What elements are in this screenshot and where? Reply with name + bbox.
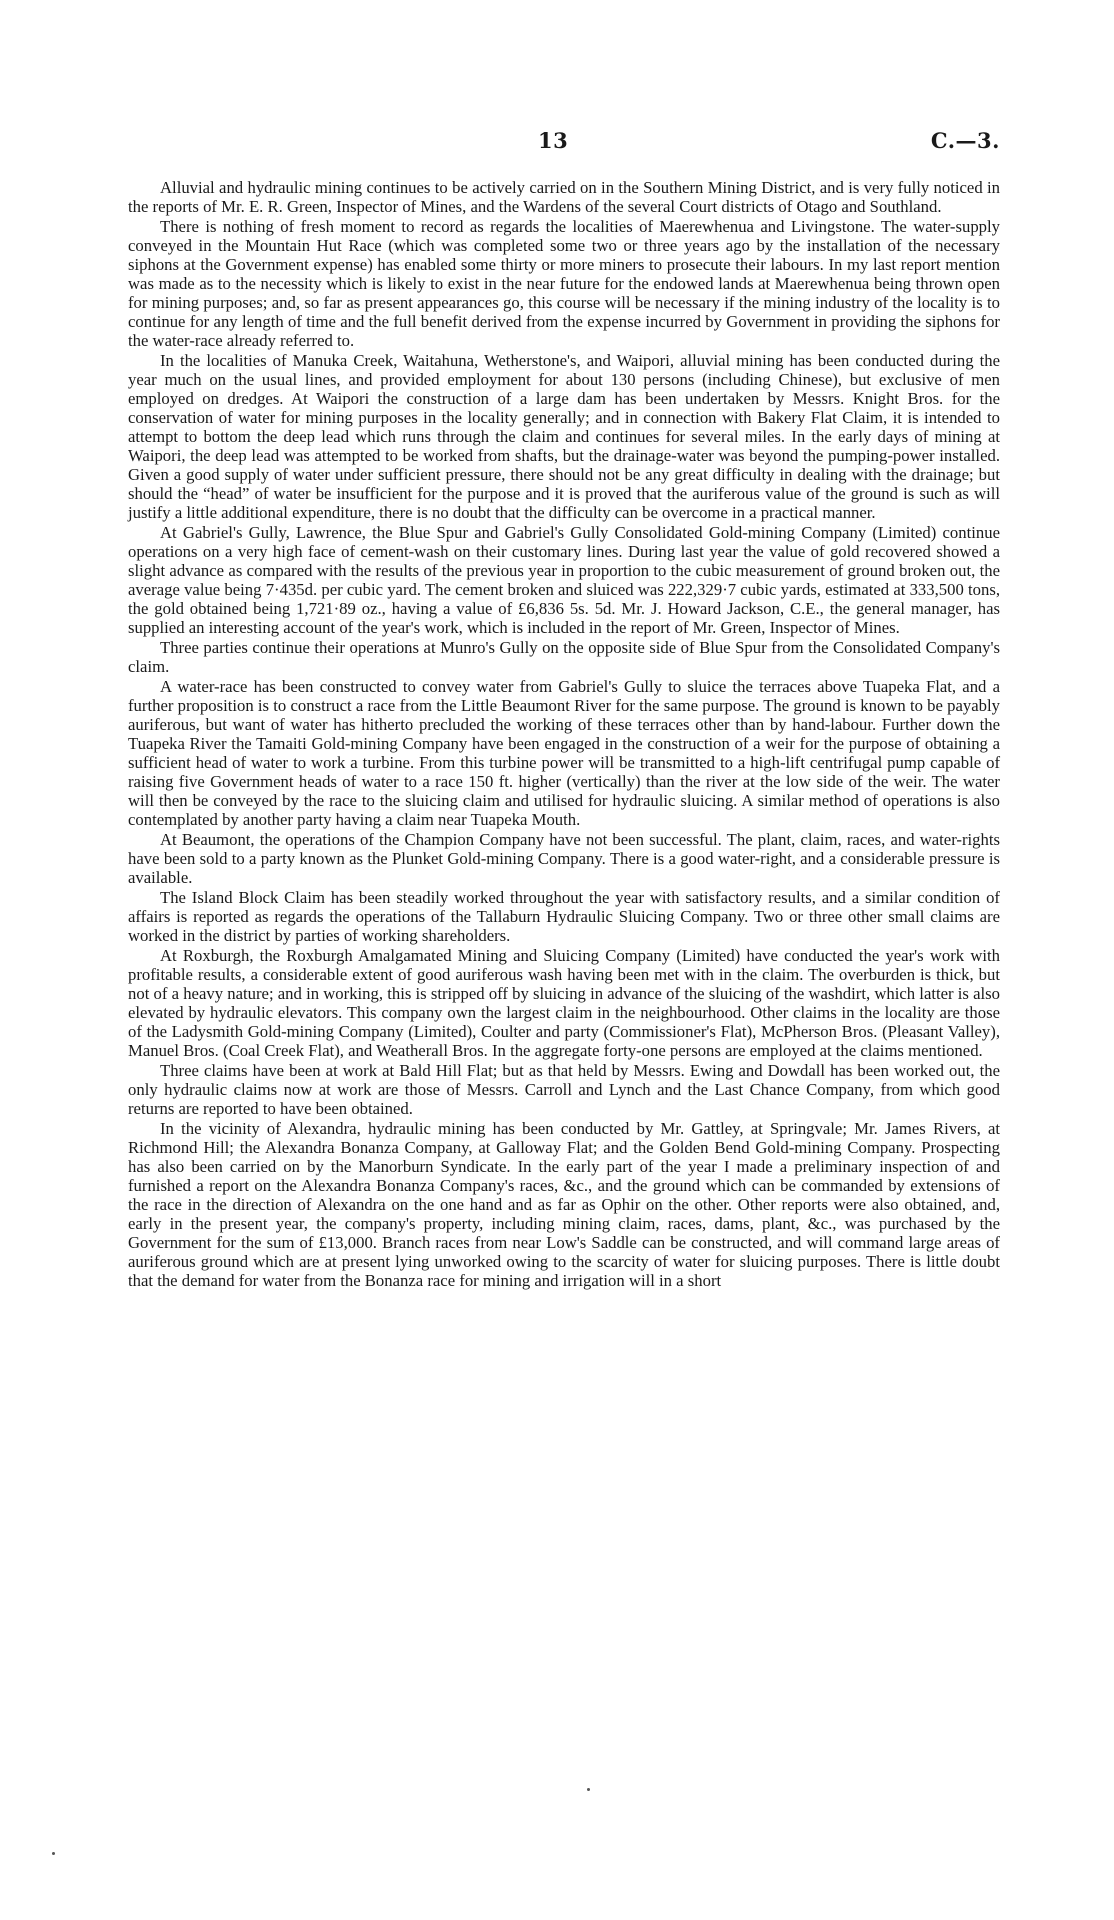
report-body <box>128 178 1000 1291</box>
paragraph-gabriels-gully: At Gabriel's Gully, Lawrence, the Blue Spur and Gabriel's Gully Consolidated Gold-mining Company (Limited) continue operations on a very high face of cement-wash on their customary lines. During last year the value of gold recovered showed a slight advance as compared with the results of the previous year in proportion to the cubic measurement of ground broken out, the average value being 7·435d. per cubic yard. The cement broken and sluiced was 222,329·7 cubic yards, estimated at 333,500 tons, the gold obtained being 1,721·89 oz., having a value of £6,836 5s. 5d. Mr. J. Howard Jackson, C.E., the general manager, has supplied an interesting account of the year's work, which is included in the report of Mr. Green, Inspector of Mines. <box>128 523 1000 637</box>
scan-speck <box>52 1852 55 1855</box>
paragraph-maerewhenua: There is nothing of fresh moment to record as regards the localities of Maerewhenua and Livingstone. The water-supply conveyed in the Mountain Hut Race (which was completed some two or three years ago by the installation of the necessary siphons at the Government expense) has enabled some thirty or more miners to prosecute their labours. In my last report mention was made as to the necessity which is likely to exist in the near future for the endowed lands at Maerewhenua being thrown open for mining purposes; and, so far as present appearances go, this course will be necessary if the mining industry of the locality is to continue for any length of time and the full benefit derived from the expense incurred by Government in providing the siphons for the water-race already referred to. <box>128 217 1000 350</box>
paragraph-beaumont: At Beaumont, the operations of the Champion Company have not been successful. The plant, claim, races, and water-rights have been sold to a party known as the Plunket Gold-mining Company. There is a good water-right, and a considerable pressure is available. <box>128 830 1000 887</box>
paragraph-southern-district: Alluvial and hydraulic mining continues to be actively carried on in the Southern Mining District, and is very fully noticed in the reports of Mr. E. R. Green, Inspector of Mines, and the Wardens of the several Court districts of Otago and Southland. <box>128 178 1000 216</box>
paragraph-alexandra: In the vicinity of Alexandra, hydraulic mining has been conducted by Mr. Gattley, at Springvale; Mr. James Rivers, at Richmond Hill; the Alexandra Bonanza Company, at Galloway Flat; and the Golden Bend Gold-mining Company. Prospecting has also been carried on by the Manorburn Syndicate. In the early part of the year I made a preliminary inspection of and furnished a report on the Alexandra Bonanza Company's races, &c., and the ground which can be commanded by extensions of the race in the direction of Alexandra on the one hand and as far as Ophir on the other. Other reports were also obtained, and, early in the present year, the company's property, including mining claim, races, dams, plant, &c., was purchased by the Government for the sum of £13,000. Branch races from near Low's Saddle can be constructed, and will command large areas of auriferous ground which are at present lying unworked owing to the scarcity of water for sluicing purposes. There is little doubt that the demand for water from the Bonanza race for mining and irrigation will in a short <box>128 1119 1000 1290</box>
page-number: 13 <box>538 128 569 153</box>
paragraph-waipori: In the localities of Manuka Creek, Waitahuna, Wetherstone's, and Waipori, alluvial mining has been conducted during the year much on the usual lines, and provided employment for about 130 persons (including Chinese), but exclusive of men employed on dredges. At Waipori the construction of a large dam has been undertaken by Messrs. Knight Bros. for the conservation of water for mining purposes in the locality generally; and in connection with Bakery Flat Claim, it is intended to attempt to bottom the deep lead which runs through the claim and continues for several miles. In the early days of mining at Waipori, the deep lead was attempted to be worked from shafts, but the drainage-water was beyond the pumping-power installed. Given a good supply of water under sufficient pressure, there should not be any great difficulty in dealing with the drainage; but should the “head” of water be insufficient for the purpose and it is proved that the auriferous value of the ground is such as will justify a little additional expenditure, there is no doubt that the difficulty can be overcome in a practical manner. <box>128 351 1000 522</box>
paragraph-munros-gully: Three parties continue their operations at Munro's Gully on the opposite side of Blue Spur from the Consolidated Company's claim. <box>128 638 1000 676</box>
scan-speck <box>587 1788 590 1791</box>
paragraph-island-block: The Island Block Claim has been steadily worked throughout the year with satisfactory results, and a similar condition of affairs is reported as regards the operations of the Tallaburn Hydraulic Sluicing Company. Two or three other small claims are worked in the district by parties of working shareholders. <box>128 888 1000 945</box>
page-header <box>128 128 1000 158</box>
paragraph-roxburgh: At Roxburgh, the Roxburgh Amalgamated Mining and Sluicing Company (Limited) have conducted the year's work with profitable results, a considerable extent of good auriferous wash having been met with in the claim. The overburden is thick, but not of a heavy nature; and in working, this is stripped off by sluicing in advance of the sluicing of the washdirt, which latter is also elevated by hydraulic elevators. This company own the largest claim in the neighbourhood. Other claims in the locality are those of the Ladysmith Gold-mining Company (Limited), Coulter and party (Commissioner's Flat), McPherson Bros. (Pleasant Valley), Manuel Bros. (Coal Creek Flat), and Weatherall Bros. In the aggregate forty-one persons are employed at the claims mentioned. <box>128 946 1000 1060</box>
document-reference: C.—3. <box>930 128 1000 153</box>
paragraph-tuapeka: A water-race has been constructed to convey water from Gabriel's Gully to sluice the terraces above Tuapeka Flat, and a further proposition is to construct a race from the Little Beaumont River for the same purpose. The ground is known to be payably auriferous, but want of water has hitherto precluded the working of these terraces other than by hand-labour. Further down the Tuapeka River the Tamaiti Gold-mining Company have been engaged in the construction of a weir for the purpose of obtaining a sufficient head of water to work a turbine. From this turbine power will be transmitted to a high-lift centrifugal pump capable of raising five Government heads of water to a race 150 ft. higher (vertically) than the river at the low side of the weir. The water will then be conveyed by the race to the sluicing claim and utilised for hydraulic sluicing. A similar method of operations is also contemplated by another party having a claim near Tuapeka Mouth. <box>128 677 1000 829</box>
paragraph-bald-hill-flat: Three claims have been at work at Bald Hill Flat; but as that held by Messrs. Ewing and Dowdall has been worked out, the only hydraulic claims now at work are those of Messrs. Carroll and Lynch and the Last Chance Company, from which good returns are reported to have been obtained. <box>128 1061 1000 1118</box>
